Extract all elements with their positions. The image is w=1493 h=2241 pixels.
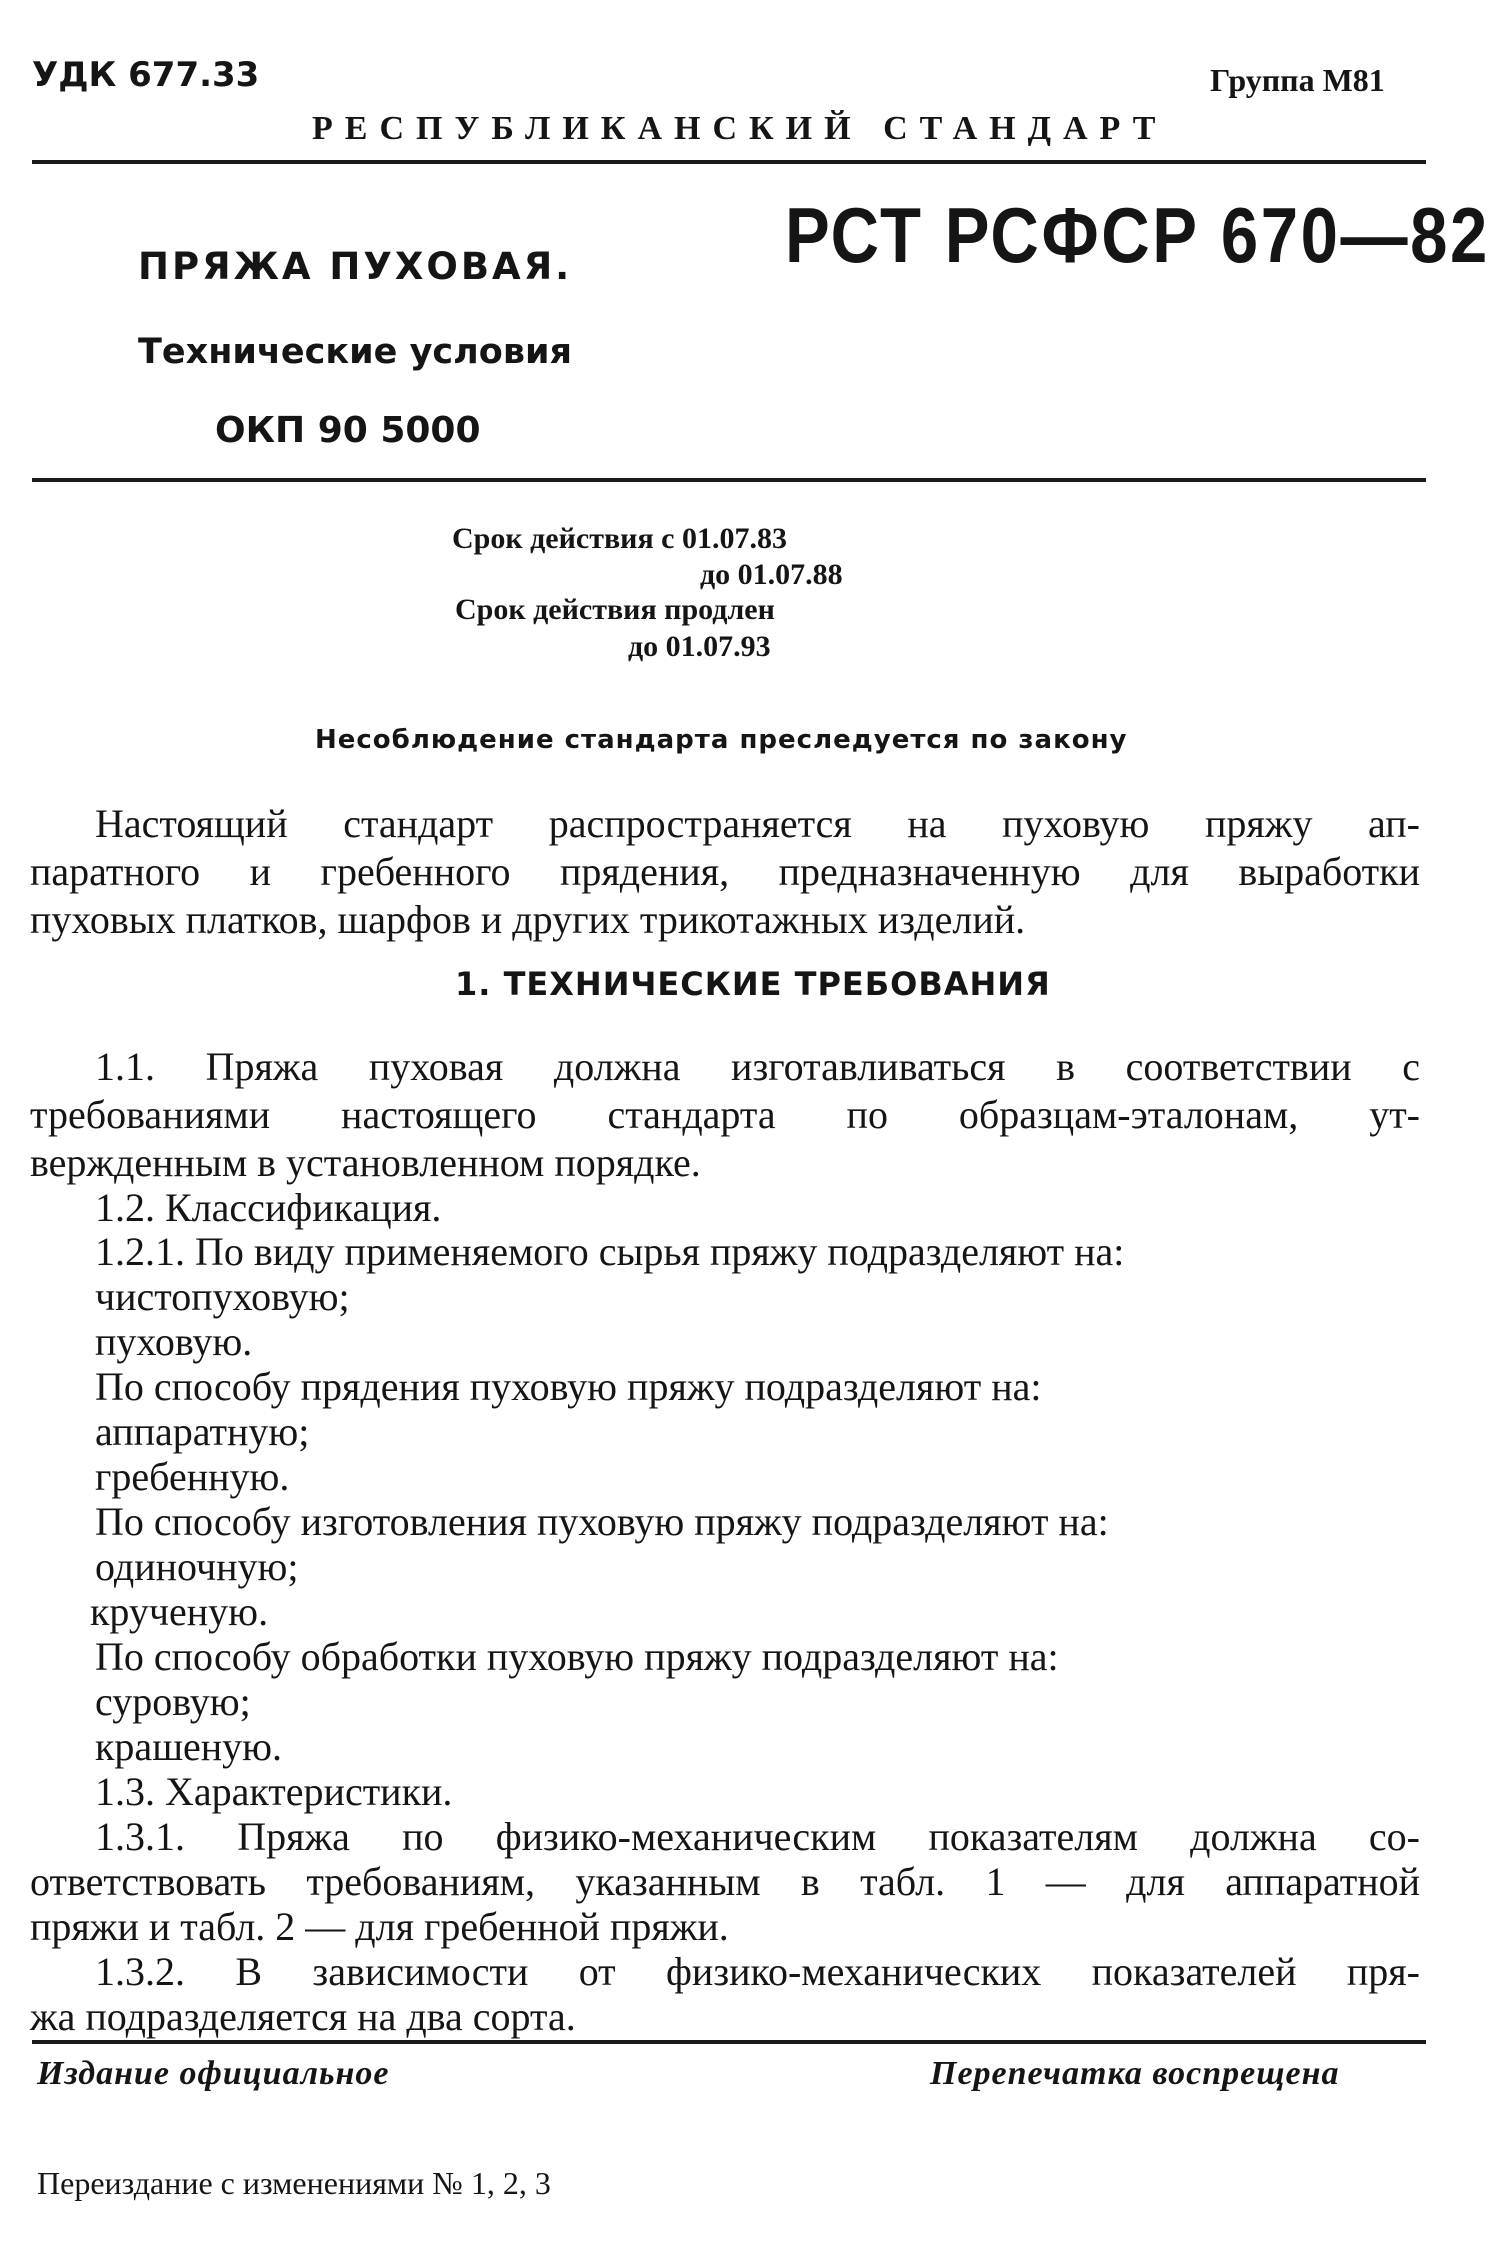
clause-line: 1.2.1. По виду применяемого сырья пряжу подразделяют на: bbox=[95, 1229, 1125, 1274]
document-title: ПРЯЖА ПУХОВАЯ. bbox=[138, 245, 573, 288]
clause-line: жа подразделяется на два сорта. bbox=[30, 1994, 576, 2039]
clause-line: 1.3. Характеристики. bbox=[95, 1769, 453, 1814]
validity-extended-line: Срок действия продлен bbox=[455, 593, 775, 626]
standard-number: РСТ РСФСР 670—82 bbox=[785, 191, 1490, 279]
header-rule bbox=[32, 160, 1426, 164]
validity-period-line: Срок действия с 01.07.83 bbox=[452, 522, 787, 555]
clause-line: требованиями настоящего стандарта по образцам-эталонам, ут- bbox=[30, 1092, 1420, 1137]
clause-line: 1.3.1. Пряжа по физико-механическим показателям должна со- bbox=[95, 1814, 1420, 1859]
title-rule bbox=[32, 478, 1426, 482]
udk-code: УДК 677.33 bbox=[32, 55, 260, 95]
clause-line: По способу обработки пуховую пряжу подразделяют на: bbox=[95, 1634, 1059, 1679]
clause-line: 1.1. Пряжа пуховая должна изготавливаться в соответствии с bbox=[95, 1044, 1420, 1089]
clause-line: По способу изготовления пуховую пряжу подразделяют на: bbox=[95, 1499, 1109, 1544]
list-item: крашеную. bbox=[95, 1724, 283, 1769]
clause-line: пряжи и табл. 2 — для гребенной пряжи. bbox=[30, 1904, 729, 1949]
legal-warning: Несоблюдение стандарта преследуется по закону bbox=[315, 725, 1128, 755]
clause-line: вержденным в установленном порядке. bbox=[30, 1140, 701, 1185]
section-heading: 1. ТЕХНИЧЕСКИЕ ТРЕБОВАНИЯ bbox=[455, 965, 1051, 1003]
reprint-prohibited-label: Перепечатка воспрещена bbox=[930, 2055, 1340, 2092]
list-item: гребенную. bbox=[95, 1454, 290, 1499]
clause-line: По способу прядения пуховую пряжу подразделяют на: bbox=[95, 1364, 1042, 1409]
list-item: аппаратную; bbox=[95, 1409, 310, 1454]
list-item: суровую; bbox=[95, 1679, 251, 1724]
intro-line: Настоящий стандарт распространяется на пуховую пряжу ап- bbox=[95, 801, 1420, 846]
okp-code: ОКП 90 5000 bbox=[215, 410, 481, 451]
clause-line: 1.2. Классификация. bbox=[95, 1185, 442, 1230]
intro-line: пуховых платков, шарфов и других трикотажных изделий. bbox=[30, 897, 1026, 942]
group-code: Группа М81 bbox=[1210, 62, 1385, 98]
list-item: чистопуховую; bbox=[95, 1274, 350, 1319]
footer-rule bbox=[32, 2040, 1426, 2044]
reissue-note: Переиздание с изменениями № 1, 2, 3 bbox=[37, 2165, 551, 2201]
list-item: пуховую. bbox=[95, 1319, 253, 1364]
clause-line: 1.3.2. В зависимости от физико-механических показателей пря- bbox=[95, 1949, 1420, 1994]
official-edition-label: Издание официальное bbox=[37, 2055, 390, 2092]
document-subtitle: Технические условия bbox=[138, 332, 572, 372]
intro-line: паратного и гребенного прядения, предназначенную для выработки bbox=[30, 849, 1420, 894]
republic-standard-label: РЕСПУБЛИКАНСКИЙ СТАНДАРТ bbox=[312, 110, 1168, 147]
validity-period-end: до 01.07.88 bbox=[700, 558, 843, 591]
list-item: одиночную; bbox=[95, 1544, 299, 1589]
validity-extended-date: до 01.07.93 bbox=[628, 630, 771, 663]
clause-line: ответствовать требованиям, указанным в табл. 1 — для аппаратной bbox=[30, 1859, 1420, 1904]
list-item: крученую. bbox=[90, 1589, 269, 1634]
